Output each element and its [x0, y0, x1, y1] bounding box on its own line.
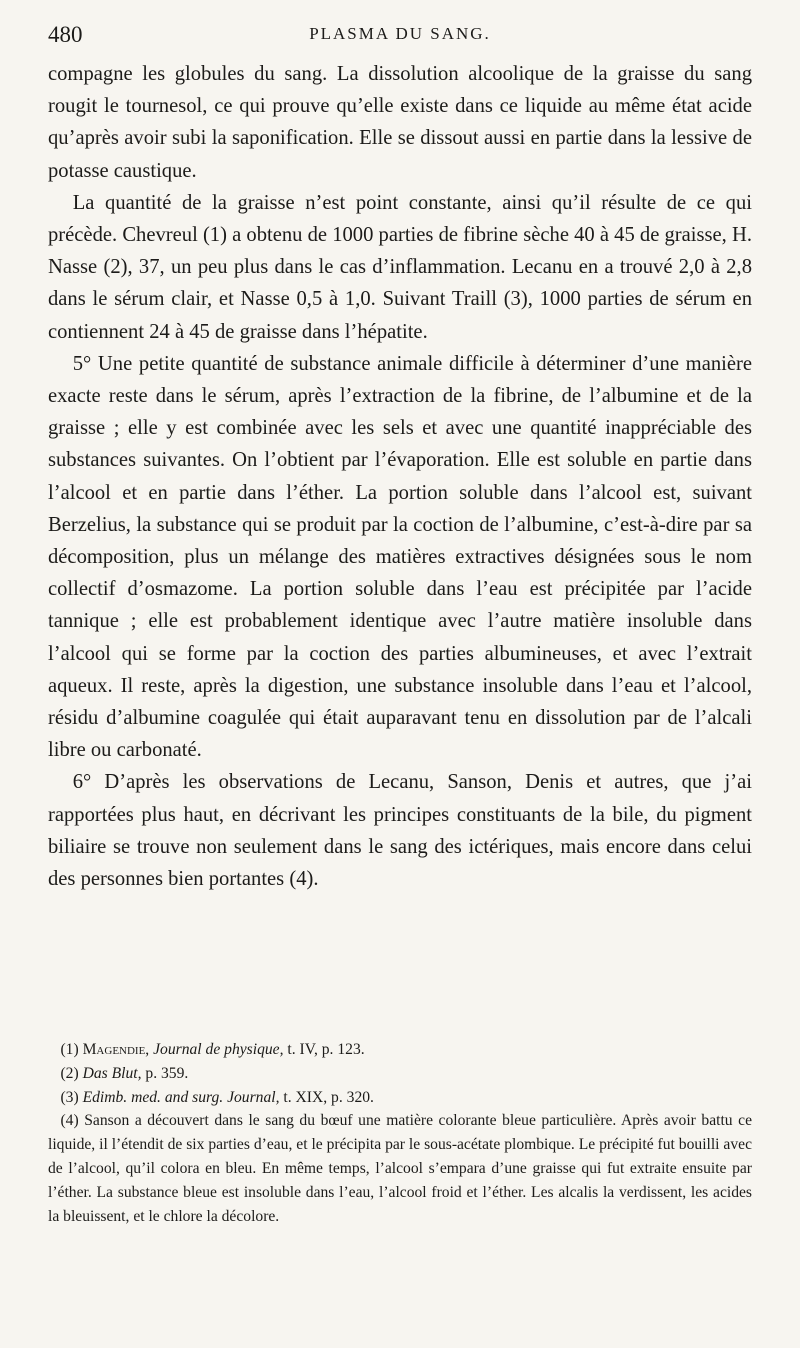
- footnote-source: Edimb. med. and surg. Journal,: [82, 1088, 280, 1106]
- footnote-mark: (3): [60, 1088, 79, 1106]
- footnote-mark: (2): [60, 1064, 79, 1082]
- footnotes: [48, 1038, 752, 1228]
- footnote-ref: t. XIX, p. 320.: [283, 1088, 374, 1106]
- footnote-source: Journal de physique,: [153, 1041, 284, 1058]
- footnote-mark: (4): [60, 1112, 79, 1130]
- footnote-source: Das Blut,: [82, 1064, 142, 1082]
- footnote-mark: (1): [60, 1041, 79, 1058]
- paragraph: La quantité de la graisse n’est point constante, ainsi qu’il résulte de ce qui précède. Chevreul (1) a obtenu de 1000 parties de fibrine sèche 40 à 45 de graisse, H. Nasse (2), 37, un peu plus dans le cas d’inflammation. Lecanu en a trouvé 2,0 à 2,8 dans le sérum clair, et Nasse 0,5 à 1,0. Suivant Traill (3), 1000 parties de sérum en contiennent 24 à 45 de graisse dans l’hépatite.: [48, 191, 752, 343]
- footnote: [48, 1086, 752, 1110]
- footnote-ref: p. 359.: [145, 1064, 189, 1082]
- footnote: [48, 1062, 752, 1086]
- footnote: [48, 1038, 752, 1062]
- paragraph: 6° D’après les observations de Lecanu, Sanson, Denis et autres, que j’ai rapportées plus haut, en décrivant les principes constituants de la bile, du pigment biliaire se trouve non seulement dans le sang des ictériques, mais encore dans celui des personnes bien portantes (4).: [48, 771, 752, 891]
- paragraph: compagne les globules du sang. La dissolution alcoolique de la graisse du sang rougit le tournesol, ce qui prouve qu’elle existe dans ce liquide au même état acide qu’après avoir subi la saponification. Elle se dissout aussi en partie dans la lessive de potasse caustique.: [48, 63, 752, 182]
- page-header: [48, 22, 752, 62]
- footnote-author: Magendie,: [82, 1041, 150, 1058]
- running-title: PLASMA DU SANG.: [309, 24, 491, 43]
- footnote: [48, 1109, 752, 1228]
- footnote-ref: Sanson a découvert dans le sang du bœuf une matière colorante bleue particulière. Après avoir battu ce liquide, il l’étendit de six parties d’eau, et le précipita par le sous-acétate plombique. Le précipité fut bouilli avec de l’alcool, qu’il colora en bleu. En même temps, l’alcool s’empara d’une graisse qui fut extraite ensuite par l’éther. La substance bleue est insoluble dans l’eau, l’alcool froid et l’éther. Les alcalis la verdissent, les acides la bleuissent, et le chlore la décolore.: [48, 1112, 752, 1225]
- paragraph: 5° Une petite quantité de substance animale difficile à déterminer d’une manière exacte reste dans le sérum, après l’extraction de la fibrine, de l’albumine et de la graisse ; elle y est combinée avec les sels et avec une quantité inappréciable des substances suivantes. On l’obtient par l’évaporation. Elle est soluble en partie dans l’alcool et en partie dans l’éther. La portion soluble dans l’alcool est, suivant Berzelius, la substance qui se produit par la coction de l’albumine, c’est-à-dire par sa décomposition, plus un mélange des matières extractives désignées sous le nom collectif d’osmazome. La portion soluble dans l’eau est précipitée par l’acide tannique ; elle est probablement identique avec l’autre matière insoluble dans l’alcool qui se forme par la coction des parties albumineuses, et avec l’extrait aqueux. Il reste, après la digestion, une substance insoluble dans l’eau et l’alcool, résidu d’albumine coagulée qui était auparavant tenu en dissolution par de l’alcali libre ou carbonaté.: [48, 352, 752, 762]
- footnote-ref: t. IV, p. 123.: [287, 1041, 365, 1058]
- body-text: [48, 58, 752, 895]
- page-number: 480: [48, 22, 83, 47]
